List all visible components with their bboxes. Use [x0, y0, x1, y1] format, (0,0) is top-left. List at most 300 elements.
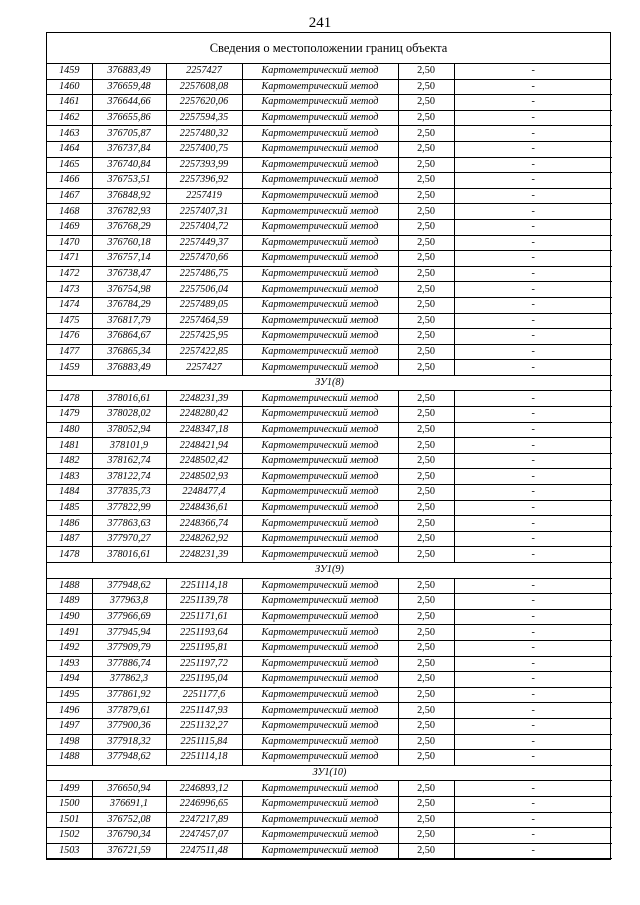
method-cell: Картометрический метод: [242, 173, 398, 189]
y-coordinate-cell: 2257449,37: [166, 235, 242, 251]
precision-cell: 2,50: [398, 204, 454, 220]
precision-cell: 2,50: [398, 235, 454, 251]
x-coordinate-cell: 378052,94: [92, 422, 166, 438]
y-coordinate-cell: 2257506,04: [166, 282, 242, 298]
point-number-cell: 1477: [47, 344, 92, 360]
x-coordinate-cell: 377918,32: [92, 734, 166, 750]
x-coordinate-cell: 377863,63: [92, 516, 166, 532]
x-coordinate-cell: 376705,87: [92, 126, 166, 142]
point-number-cell: 1485: [47, 500, 92, 516]
note-cell: -: [454, 188, 612, 204]
precision-cell: 2,50: [398, 469, 454, 485]
precision-cell: 2,50: [398, 500, 454, 516]
x-coordinate-cell: 376740,84: [92, 157, 166, 173]
precision-cell: 2,50: [398, 703, 454, 719]
y-coordinate-cell: 2251195,81: [166, 640, 242, 656]
method-cell: Картометрический метод: [242, 360, 398, 376]
note-cell: -: [454, 360, 612, 376]
y-coordinate-cell: 2251132,27: [166, 718, 242, 734]
note-cell: -: [454, 734, 612, 750]
precision-cell: 2,50: [398, 219, 454, 235]
table-row: [47, 578, 612, 594]
method-cell: Картометрический метод: [242, 718, 398, 734]
note-cell: -: [454, 453, 612, 469]
method-cell: Картометрический метод: [242, 516, 398, 532]
table-row: [47, 531, 612, 547]
point-number-cell: 1487: [47, 531, 92, 547]
method-cell: Картометрический метод: [242, 313, 398, 329]
method-cell: Картометрический метод: [242, 531, 398, 547]
table-row: [47, 344, 612, 360]
x-coordinate-cell: 377879,61: [92, 703, 166, 719]
y-coordinate-cell: 2257400,75: [166, 141, 242, 157]
method-cell: Картометрический метод: [242, 453, 398, 469]
point-number-cell: 1463: [47, 126, 92, 142]
precision-cell: 2,50: [398, 126, 454, 142]
point-number-cell: 1489: [47, 594, 92, 610]
x-coordinate-cell: 377945,94: [92, 625, 166, 641]
point-number-cell: 1465: [47, 157, 92, 173]
point-number-cell: 1469: [47, 219, 92, 235]
point-number-cell: 1478: [47, 391, 92, 407]
method-cell: Картометрический метод: [242, 703, 398, 719]
method-cell: Картометрический метод: [242, 781, 398, 797]
note-cell: -: [454, 407, 612, 423]
note-cell: -: [454, 438, 612, 454]
x-coordinate-cell: 377909,79: [92, 640, 166, 656]
note-cell: -: [454, 516, 612, 532]
note-cell: -: [454, 219, 612, 235]
table-row: [47, 516, 612, 532]
y-coordinate-cell: 2251171,61: [166, 609, 242, 625]
y-coordinate-cell: 2251114,18: [166, 750, 242, 766]
table-row: [47, 173, 612, 189]
y-coordinate-cell: 2247457,07: [166, 828, 242, 844]
table-row: [47, 157, 612, 173]
x-coordinate-cell: 376650,94: [92, 781, 166, 797]
table-row: [47, 95, 612, 111]
precision-cell: 2,50: [398, 687, 454, 703]
y-coordinate-cell: 2248502,93: [166, 469, 242, 485]
point-number-cell: 1503: [47, 843, 92, 859]
table-row: [47, 235, 612, 251]
point-number-cell: 1471: [47, 251, 92, 267]
point-number-cell: 1461: [47, 95, 92, 111]
point-number-cell: 1497: [47, 718, 92, 734]
method-cell: Картометрический метод: [242, 297, 398, 313]
y-coordinate-cell: 2251193,64: [166, 625, 242, 641]
y-coordinate-cell: 2248231,39: [166, 391, 242, 407]
note-cell: -: [454, 329, 612, 345]
x-coordinate-cell: 376738,47: [92, 266, 166, 282]
method-cell: Картометрический метод: [242, 547, 398, 563]
x-coordinate-cell: 376883,49: [92, 360, 166, 376]
point-number-cell: 1484: [47, 485, 92, 501]
precision-cell: 2,50: [398, 750, 454, 766]
point-number-cell: 1491: [47, 625, 92, 641]
point-number-cell: 1502: [47, 828, 92, 844]
method-cell: Картометрический метод: [242, 282, 398, 298]
table-row: [47, 266, 612, 282]
x-coordinate-cell: 378122,74: [92, 469, 166, 485]
method-cell: Картометрический метод: [242, 95, 398, 111]
x-coordinate-cell: 376752,08: [92, 812, 166, 828]
y-coordinate-cell: 2257425,95: [166, 329, 242, 345]
table-row: [47, 188, 612, 204]
x-coordinate-cell: 376659,48: [92, 79, 166, 95]
precision-cell: 2,50: [398, 828, 454, 844]
coordinates-table: [47, 64, 612, 859]
point-number-cell: 1472: [47, 266, 92, 282]
note-cell: -: [454, 204, 612, 220]
precision-cell: 2,50: [398, 843, 454, 859]
table-row: [47, 126, 612, 142]
method-cell: Картометрический метод: [242, 141, 398, 157]
point-number-cell: 1500: [47, 796, 92, 812]
note-cell: -: [454, 531, 612, 547]
table-row: [47, 251, 612, 267]
y-coordinate-cell: 2257396,92: [166, 173, 242, 189]
table-row: [47, 219, 612, 235]
x-coordinate-cell: 377835,73: [92, 485, 166, 501]
precision-cell: 2,50: [398, 516, 454, 532]
y-coordinate-cell: 2257486,75: [166, 266, 242, 282]
precision-cell: 2,50: [398, 407, 454, 423]
x-coordinate-cell: 377886,74: [92, 656, 166, 672]
x-coordinate-cell: 378028,02: [92, 407, 166, 423]
note-cell: -: [454, 843, 612, 859]
method-cell: Картометрический метод: [242, 110, 398, 126]
note-cell: -: [454, 609, 612, 625]
note-cell: -: [454, 547, 612, 563]
method-cell: Картометрический метод: [242, 407, 398, 423]
table-row: [47, 79, 612, 95]
precision-cell: 2,50: [398, 251, 454, 267]
x-coordinate-cell: 378162,74: [92, 453, 166, 469]
table-row: [47, 812, 612, 828]
note-cell: -: [454, 625, 612, 641]
table-row: [47, 843, 612, 859]
method-cell: Картометрический метод: [242, 656, 398, 672]
point-number-cell: 1488: [47, 578, 92, 594]
note-cell: -: [454, 95, 612, 111]
method-cell: Картометрический метод: [242, 843, 398, 859]
y-coordinate-cell: 2251197,72: [166, 656, 242, 672]
table-row: [47, 313, 612, 329]
precision-cell: 2,50: [398, 344, 454, 360]
precision-cell: 2,50: [398, 485, 454, 501]
section-row: [47, 375, 612, 391]
precision-cell: 2,50: [398, 734, 454, 750]
precision-cell: 2,50: [398, 609, 454, 625]
note-cell: -: [454, 79, 612, 95]
method-cell: Картометрический метод: [242, 329, 398, 345]
x-coordinate-cell: 376784,29: [92, 297, 166, 313]
precision-cell: 2,50: [398, 656, 454, 672]
y-coordinate-cell: 2246893,12: [166, 781, 242, 797]
point-number-cell: 1501: [47, 812, 92, 828]
point-number-cell: 1459: [47, 360, 92, 376]
x-coordinate-cell: 377822,99: [92, 500, 166, 516]
note-cell: -: [454, 781, 612, 797]
method-cell: Картометрический метод: [242, 79, 398, 95]
table-row: [47, 204, 612, 220]
precision-cell: 2,50: [398, 453, 454, 469]
table-row: [47, 485, 612, 501]
point-number-cell: 1492: [47, 640, 92, 656]
method-cell: Картометрический метод: [242, 422, 398, 438]
table-row: [47, 360, 612, 376]
x-coordinate-cell: 377862,3: [92, 672, 166, 688]
note-cell: -: [454, 64, 612, 79]
point-number-cell: 1473: [47, 282, 92, 298]
section-label: ЗУ1(8): [47, 375, 612, 391]
y-coordinate-cell: 2257427: [166, 64, 242, 79]
method-cell: Картометрический метод: [242, 235, 398, 251]
method-cell: Картометрический метод: [242, 485, 398, 501]
precision-cell: 2,50: [398, 672, 454, 688]
y-coordinate-cell: 2247217,89: [166, 812, 242, 828]
x-coordinate-cell: 376753,51: [92, 173, 166, 189]
precision-cell: 2,50: [398, 718, 454, 734]
y-coordinate-cell: 2257608,08: [166, 79, 242, 95]
note-cell: -: [454, 828, 612, 844]
x-coordinate-cell: 377948,62: [92, 578, 166, 594]
table-row: [47, 282, 612, 298]
point-number-cell: 1493: [47, 656, 92, 672]
x-coordinate-cell: 376655,86: [92, 110, 166, 126]
section-label: ЗУ1(10): [47, 765, 612, 781]
x-coordinate-cell: 376737,84: [92, 141, 166, 157]
point-number-cell: 1466: [47, 173, 92, 189]
y-coordinate-cell: 2248231,39: [166, 547, 242, 563]
section-row: [47, 563, 612, 579]
x-coordinate-cell: 378016,61: [92, 391, 166, 407]
table-row: [47, 609, 612, 625]
point-number-cell: 1486: [47, 516, 92, 532]
table-row: [47, 422, 612, 438]
y-coordinate-cell: 2251147,93: [166, 703, 242, 719]
note-cell: -: [454, 578, 612, 594]
table-row: [47, 796, 612, 812]
x-coordinate-cell: 376754,98: [92, 282, 166, 298]
y-coordinate-cell: 2257422,85: [166, 344, 242, 360]
precision-cell: 2,50: [398, 578, 454, 594]
note-cell: -: [454, 812, 612, 828]
precision-cell: 2,50: [398, 141, 454, 157]
point-number-cell: 1496: [47, 703, 92, 719]
section-label: ЗУ1(9): [47, 563, 612, 579]
y-coordinate-cell: 2257470,66: [166, 251, 242, 267]
precision-cell: 2,50: [398, 266, 454, 282]
note-cell: -: [454, 344, 612, 360]
point-number-cell: 1474: [47, 297, 92, 313]
x-coordinate-cell: 377900,36: [92, 718, 166, 734]
y-coordinate-cell: 2248262,92: [166, 531, 242, 547]
method-cell: Картометрический метод: [242, 188, 398, 204]
x-coordinate-cell: 378016,61: [92, 547, 166, 563]
table-row: [47, 672, 612, 688]
x-coordinate-cell: 376760,18: [92, 235, 166, 251]
point-number-cell: 1467: [47, 188, 92, 204]
method-cell: Картометрический метод: [242, 344, 398, 360]
method-cell: Картометрический метод: [242, 750, 398, 766]
y-coordinate-cell: 2257407,31: [166, 204, 242, 220]
note-cell: -: [454, 110, 612, 126]
table-row: [47, 703, 612, 719]
method-cell: Картометрический метод: [242, 157, 398, 173]
note-cell: -: [454, 297, 612, 313]
table-row: [47, 687, 612, 703]
note-cell: -: [454, 313, 612, 329]
x-coordinate-cell: 376848,92: [92, 188, 166, 204]
point-number-cell: 1468: [47, 204, 92, 220]
y-coordinate-cell: 2248421,94: [166, 438, 242, 454]
table-row: [47, 500, 612, 516]
x-coordinate-cell: 376865,34: [92, 344, 166, 360]
table-row: [47, 718, 612, 734]
note-cell: -: [454, 640, 612, 656]
point-number-cell: 1459: [47, 64, 92, 79]
table-row: [47, 781, 612, 797]
note-cell: -: [454, 173, 612, 189]
x-coordinate-cell: 376691,1: [92, 796, 166, 812]
precision-cell: 2,50: [398, 812, 454, 828]
y-coordinate-cell: 2257427: [166, 360, 242, 376]
table-row: [47, 64, 612, 79]
table-row: [47, 828, 612, 844]
table-row: [47, 110, 612, 126]
table-row: [47, 656, 612, 672]
y-coordinate-cell: 2248502,42: [166, 453, 242, 469]
precision-cell: 2,50: [398, 391, 454, 407]
y-coordinate-cell: 2257464,59: [166, 313, 242, 329]
y-coordinate-cell: 2257594,35: [166, 110, 242, 126]
precision-cell: 2,50: [398, 188, 454, 204]
precision-cell: 2,50: [398, 594, 454, 610]
table-row: [47, 438, 612, 454]
note-cell: -: [454, 235, 612, 251]
x-coordinate-cell: 376757,14: [92, 251, 166, 267]
x-coordinate-cell: 376790,34: [92, 828, 166, 844]
y-coordinate-cell: 2257404,72: [166, 219, 242, 235]
method-cell: Картометрический метод: [242, 64, 398, 79]
table-row: [47, 625, 612, 641]
note-cell: -: [454, 469, 612, 485]
y-coordinate-cell: 2248347,18: [166, 422, 242, 438]
note-cell: -: [454, 141, 612, 157]
x-coordinate-cell: 376644,66: [92, 95, 166, 111]
precision-cell: 2,50: [398, 329, 454, 345]
coordinates-table-body: [47, 64, 612, 859]
y-coordinate-cell: 2251177,6: [166, 687, 242, 703]
method-cell: Картометрический метод: [242, 578, 398, 594]
precision-cell: 2,50: [398, 64, 454, 79]
method-cell: Картометрический метод: [242, 126, 398, 142]
point-number-cell: 1482: [47, 453, 92, 469]
note-cell: -: [454, 422, 612, 438]
point-number-cell: 1481: [47, 438, 92, 454]
note-cell: -: [454, 266, 612, 282]
method-cell: Картометрический метод: [242, 500, 398, 516]
table-row: [47, 594, 612, 610]
y-coordinate-cell: 2257489,05: [166, 297, 242, 313]
method-cell: Картометрический метод: [242, 391, 398, 407]
method-cell: Картометрический метод: [242, 625, 398, 641]
y-coordinate-cell: 2251115,84: [166, 734, 242, 750]
y-coordinate-cell: 2257393,99: [166, 157, 242, 173]
note-cell: -: [454, 282, 612, 298]
x-coordinate-cell: 376864,67: [92, 329, 166, 345]
precision-cell: 2,50: [398, 79, 454, 95]
note-cell: -: [454, 718, 612, 734]
point-number-cell: 1478: [47, 547, 92, 563]
x-coordinate-cell: 377861,92: [92, 687, 166, 703]
table-row: [47, 329, 612, 345]
method-cell: Картометрический метод: [242, 266, 398, 282]
x-coordinate-cell: 376768,29: [92, 219, 166, 235]
note-cell: -: [454, 687, 612, 703]
note-cell: -: [454, 251, 612, 267]
table-row: [47, 547, 612, 563]
precision-cell: 2,50: [398, 110, 454, 126]
precision-cell: 2,50: [398, 422, 454, 438]
note-cell: -: [454, 703, 612, 719]
x-coordinate-cell: 377963,8: [92, 594, 166, 610]
y-coordinate-cell: 2248477,4: [166, 485, 242, 501]
note-cell: -: [454, 796, 612, 812]
precision-cell: 2,50: [398, 360, 454, 376]
precision-cell: 2,50: [398, 781, 454, 797]
precision-cell: 2,50: [398, 438, 454, 454]
y-coordinate-cell: 2248436,61: [166, 500, 242, 516]
point-number-cell: 1494: [47, 672, 92, 688]
point-number-cell: 1498: [47, 734, 92, 750]
method-cell: Картометрический метод: [242, 469, 398, 485]
point-number-cell: 1495: [47, 687, 92, 703]
boundary-table-sheet: [46, 32, 611, 860]
note-cell: -: [454, 656, 612, 672]
table-row: [47, 297, 612, 313]
precision-cell: 2,50: [398, 173, 454, 189]
method-cell: Картометрический метод: [242, 812, 398, 828]
method-cell: Картометрический метод: [242, 796, 398, 812]
note-cell: -: [454, 485, 612, 501]
table-row: [47, 407, 612, 423]
precision-cell: 2,50: [398, 157, 454, 173]
precision-cell: 2,50: [398, 547, 454, 563]
table-row: [47, 734, 612, 750]
precision-cell: 2,50: [398, 95, 454, 111]
x-coordinate-cell: 378101,9: [92, 438, 166, 454]
section-row: [47, 765, 612, 781]
point-number-cell: 1479: [47, 407, 92, 423]
y-coordinate-cell: 2251114,18: [166, 578, 242, 594]
y-coordinate-cell: 2247511,48: [166, 843, 242, 859]
y-coordinate-cell: 2248280,42: [166, 407, 242, 423]
x-coordinate-cell: 377966,69: [92, 609, 166, 625]
method-cell: Картометрический метод: [242, 251, 398, 267]
y-coordinate-cell: 2251139,78: [166, 594, 242, 610]
x-coordinate-cell: 376721,59: [92, 843, 166, 859]
point-number-cell: 1475: [47, 313, 92, 329]
point-number-cell: 1480: [47, 422, 92, 438]
point-number-cell: 1476: [47, 329, 92, 345]
page-number: 241: [308, 15, 332, 31]
table-row: [47, 391, 612, 407]
precision-cell: 2,50: [398, 282, 454, 298]
precision-cell: 2,50: [398, 531, 454, 547]
